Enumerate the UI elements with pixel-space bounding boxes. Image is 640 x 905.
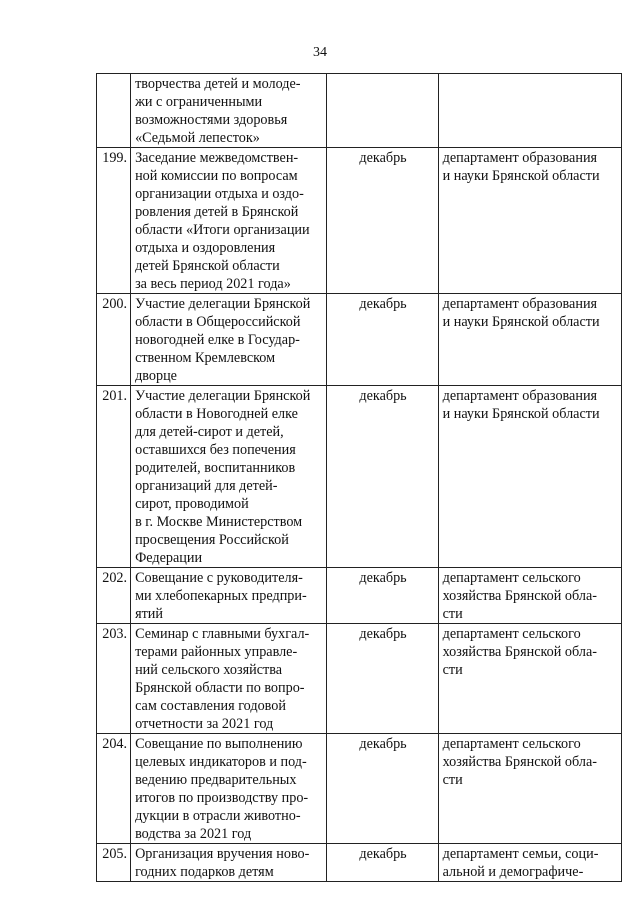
description-line: водства за 2021 год — [135, 826, 252, 842]
row-number: 202. — [97, 568, 131, 624]
event-period: декабрь — [327, 734, 438, 844]
responsible-department — [438, 844, 621, 882]
table-row — [97, 74, 622, 148]
responsible-department — [438, 386, 621, 568]
table-row — [97, 844, 622, 882]
event-period: декабрь — [327, 386, 438, 568]
description-line: Совещание по выполнению — [135, 736, 303, 752]
responsible-department — [438, 294, 621, 386]
event-period: декабрь — [327, 568, 438, 624]
event-period — [327, 74, 438, 148]
department-line: департамент сельского — [442, 626, 581, 642]
table-row — [97, 386, 622, 568]
description-line: дворце — [135, 368, 177, 384]
department-line: департамент образования — [442, 388, 598, 404]
event-description — [131, 734, 327, 844]
description-line: жи с ограниченными — [135, 94, 263, 110]
event-period: декабрь — [327, 148, 438, 294]
description-line: ятий — [135, 606, 163, 622]
description-line: за весь период 2021 года» — [135, 276, 291, 292]
description-line: итогов по производству про- — [135, 790, 309, 806]
events-table — [96, 73, 622, 882]
description-line: сам составления годовой — [135, 698, 286, 714]
description-line: Участие делегации Брянской — [135, 388, 311, 404]
description-line: ной комиссии по вопросам — [135, 168, 298, 184]
event-period: декабрь — [327, 844, 438, 882]
department-line: департамент образования — [442, 296, 598, 312]
description-line: возможностями здоровья — [135, 112, 288, 128]
description-line: родителей, воспитанников — [135, 460, 296, 476]
description-line: оставшихся без попечения — [135, 442, 296, 458]
description-line: Федерации — [135, 550, 203, 566]
responsible-department — [438, 624, 621, 734]
description-line: Участие делегации Брянской — [135, 296, 311, 312]
department-line: хозяйства Брянской обла- — [442, 588, 597, 604]
department-line: сти — [442, 772, 463, 788]
department-line: сти — [442, 662, 463, 678]
description-line: сирот, проводимой — [135, 496, 249, 512]
row-number: 203. — [97, 624, 131, 734]
events-table-body — [97, 74, 622, 882]
description-line: области «Итоги организации — [135, 222, 310, 238]
description-line: области в Новогодней елке — [135, 406, 298, 422]
table-row — [97, 148, 622, 294]
description-line: Организация вручения ново- — [135, 846, 310, 862]
description-line: Семинар с главными бухгал- — [135, 626, 310, 642]
row-number: 205. — [97, 844, 131, 882]
department-line: департамент семьи, соци- — [442, 846, 599, 862]
table-row — [97, 734, 622, 844]
row-number: 204. — [97, 734, 131, 844]
page-number: 34 — [313, 45, 327, 60]
department-line: альной и демографиче- — [442, 864, 584, 880]
description-line: просвещения Российской — [135, 532, 289, 548]
description-line: новогодней елке в Государ- — [135, 332, 300, 348]
description-line: для детей-сирот и детей, — [135, 424, 284, 440]
department-line: департамент сельского — [442, 570, 581, 586]
responsible-department — [438, 148, 621, 294]
description-line: организаций для детей- — [135, 478, 278, 494]
department-line: и науки Брянской области — [442, 168, 600, 184]
event-period: декабрь — [327, 624, 438, 734]
description-line: организации отдыха и оздо- — [135, 186, 304, 202]
description-line: детей Брянской области — [135, 258, 280, 274]
description-line: Заседание межведомствен- — [135, 150, 299, 166]
department-line: хозяйства Брянской обла- — [442, 644, 597, 660]
department-line: департамент сельского — [442, 736, 581, 752]
description-line: Брянской области по вопро- — [135, 680, 305, 696]
description-line: терами районных управле- — [135, 644, 298, 660]
table-row — [97, 624, 622, 734]
event-description — [131, 386, 327, 568]
event-period: декабрь — [327, 294, 438, 386]
description-line: отчетности за 2021 год — [135, 716, 274, 732]
responsible-department — [438, 568, 621, 624]
event-description — [131, 148, 327, 294]
description-line: целевых индикаторов и под- — [135, 754, 307, 770]
description-line: «Седьмой лепесток» — [135, 130, 260, 146]
description-line: отдыха и оздоровления — [135, 240, 276, 256]
responsible-department — [438, 734, 621, 844]
event-description — [131, 568, 327, 624]
description-line: ведению предварительных — [135, 772, 297, 788]
department-line: хозяйства Брянской обла- — [442, 754, 597, 770]
table-row — [97, 294, 622, 386]
description-line: годних подарков детям — [135, 864, 274, 880]
department-line: департамент образования — [442, 150, 598, 166]
responsible-department — [438, 74, 621, 148]
description-line: ний сельского хозяйства — [135, 662, 283, 678]
department-line: и науки Брянской области — [442, 314, 600, 330]
description-line: в г. Москве Министерством — [135, 514, 303, 530]
event-description — [131, 294, 327, 386]
description-line: ми хлебопекарных предпри- — [135, 588, 307, 604]
table-row — [97, 568, 622, 624]
row-number: 201. — [97, 386, 131, 568]
event-description — [131, 74, 327, 148]
event-description — [131, 624, 327, 734]
event-description — [131, 844, 327, 882]
department-line: и науки Брянской области — [442, 406, 600, 422]
description-line: Совещание с руководителя- — [135, 570, 303, 586]
description-line: творчества детей и молоде- — [135, 76, 301, 92]
description-line: ровления детей в Брянской — [135, 204, 299, 220]
description-line: дукции в отрасли животно- — [135, 808, 301, 824]
description-line: ственном Кремлевском — [135, 350, 276, 366]
row-number: 200. — [97, 294, 131, 386]
description-line: области в Общероссийской — [135, 314, 301, 330]
row-number — [97, 74, 131, 148]
department-line: сти — [442, 606, 463, 622]
row-number: 199. — [97, 148, 131, 294]
